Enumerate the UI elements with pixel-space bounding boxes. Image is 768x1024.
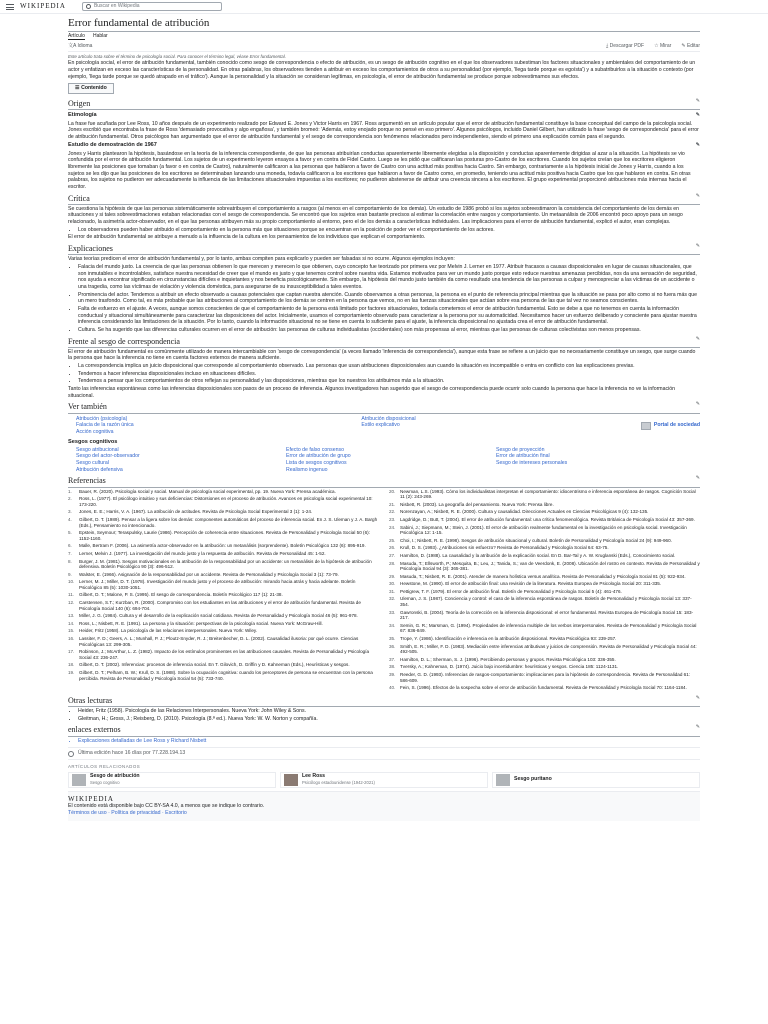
- reference-text: Lagdridge, D.; Butt, T. (2004). El error de atribución fundamental: una crítica fenomenológica. Revista Británica de Psicología Social 43: 357-369.: [400, 516, 695, 522]
- reference-item: [68, 559, 379, 570]
- menu-icon[interactable]: [6, 4, 14, 10]
- reference-text: Tversky, A.; Kahneman, D. (1974). Juicio bajo incertidumbre: heurísticas y sesgos. Ciencia 185: 1124-1131.: [400, 664, 619, 670]
- subsection-heading: [68, 142, 700, 149]
- language-button[interactable]: 文A Idioma: [68, 43, 93, 50]
- edit-pencil-icon[interactable]: ✎: [695, 193, 700, 199]
- download-pdf-label: Descargar PDF: [609, 43, 645, 50]
- reference-item: [68, 662, 379, 668]
- search-input[interactable]: [82, 2, 222, 11]
- thumbnail-image: [496, 774, 510, 786]
- see-also-link[interactable]: Acción cognitiva: [76, 428, 114, 435]
- related-articles: [68, 772, 700, 788]
- bias-link[interactable]: Sesgo cultural: [76, 460, 109, 467]
- reference-text: Gilbert, D. T. (1989). Pensar a la ligera sobre los demás: componentes automáticos del proceso de inferencia social. En J. S. Uleman y J. A. Bargh (Eds.), Pensamiento no intencionado.: [79, 516, 378, 528]
- list-item: • Gleitman, H.; Gross, J.; Reisberg, D. (2010). Psicología (8.ª ed.). Nueva York: W. W. Norton y compañía.: [78, 716, 700, 723]
- footer: [68, 791, 700, 821]
- reference-item: [389, 489, 700, 500]
- references-list: [68, 489, 700, 693]
- page-actions: [68, 43, 700, 51]
- portal-icon: [641, 422, 651, 430]
- reference-item: [68, 517, 379, 528]
- bias-link[interactable]: Atribución defensiva: [76, 466, 123, 473]
- paragraph: Se cuestiona la hipótesis de que las personas sistemáticamente sobreatribuyen el comportamiento a rasgos (al menos en el comportamiento de los demás). Un estudio de 1986 probó si los sujetos sobreestimaron la consistencia del comportamiento de los demás en situaciones y si tales sobreestimaciones estaban relacionadas con el sesgo de correspondencia. Se encontró que los sujetos eran bastante precisos al estimar la correlación entre rasgos y comportamiento. Un metaanálisis de 2006 encontró poco apoyo para un sesgo relacionado, la asimetría actor-observador, en el que las personas atribuyen más su propio comportamiento al entorno, pero el de los demás a características individuales. Las implicaciones para el error de atribución fundamental, explicó el autor, eran complejas.: [68, 205, 683, 226]
- section-heading[interactable]: [68, 476, 700, 487]
- toc-button[interactable]: ☰ Contenido: [68, 83, 114, 94]
- reference-text: Reeder, G. D. (1993). Inferencias de rasgos-comportamiento: implicaciones para la hipótesis de correspondencia. Revista de Personalidad 61: 586-609.: [400, 672, 691, 683]
- reference-item: [68, 572, 379, 578]
- list-item: • Cultura. Se ha sugerido que las diferencias culturales ocurren en el error de atribución: las personas de culturas individualistas (occidentales) son más propensas al error, mientras que las personas de culturas colectivistas son menos propensas.: [78, 327, 700, 334]
- section-heading[interactable]: [68, 337, 700, 348]
- reference-item: [389, 589, 700, 595]
- paragraph: Varias teorías predicen el error de atribución fundamental y, por lo tanto, ambas compiten para explicarlo y pueden ser falsadas si no ocurre. Algunos ejemplos incluyen:: [68, 256, 455, 263]
- reference-number[interactable]: 35.: [389, 636, 396, 642]
- external-link[interactable]: • Explicaciones detalladas de Lee Ross y Richard Nisbett: [78, 738, 700, 745]
- list-item: • Falacia del mundo justo. La creencia de que las personas obtienen lo que merecen y merecen lo que obtienen, cuyo concepto fue teorizado por primera vez por Melvin J. Lerner en 1977. Atribuir fracasos a causas disposicionales en lugar de causas situacionales, que son inmutables e incontrolables, satisface nuestra necesidad de creer que el mundo es justo y que tenemos control sobre nuestra vida. Estamos motivados para ver un mundo justo porque esto reduce nuestras amenazas percibidas, nos da una sensación de seguridad, nos ayuda a encontrar significado en circunstancias difíciles e inquietantes y nos beneficia psicológicamente. Sin embargo, la hipótesis del mundo justo también da como resultado una tendencia de las personas a culpar y menospreciar a las víctimas de un accidente o una tragedia, como las víctimas de violación y violencia doméstica, para asegurarse de su insusceptibilidad a tales eventos.: [78, 264, 700, 291]
- search-placeholder: Buscar en Wikipedia: [93, 3, 140, 10]
- reference-item: [389, 657, 700, 663]
- article-body: [0, 14, 768, 821]
- reference-number[interactable]: 12.: [68, 600, 75, 606]
- reference-item: [68, 579, 379, 590]
- bias-link[interactable]: Sesgo atribucional: [76, 446, 119, 453]
- reference-number[interactable]: 6.: [68, 543, 72, 549]
- tab-article[interactable]: Artículo: [68, 33, 85, 40]
- bias-link[interactable]: Sesgo del actor-observador: [76, 453, 140, 460]
- reference-number[interactable]: 32.: [389, 596, 396, 602]
- language-label: Idioma: [77, 43, 93, 50]
- reference-number[interactable]: 20.: [389, 488, 396, 494]
- bias-link[interactable]: Sesgo de intereses personales: [496, 460, 568, 467]
- reference-item: [389, 610, 700, 621]
- footer-links[interactable]: Términos de uso · Política de privacidad · Escritorio: [68, 810, 187, 817]
- portrait-image: [284, 774, 298, 786]
- edit-pencil-icon[interactable]: ✎: [695, 476, 700, 482]
- paragraph: La frase fue acuñada por Lee Ross, 10 años después de un experimento realizado por Edward E. Jones y Victor Harris en 1967. Ross argumentó en un artículo popular que el error de atribución fundamental constituye la base conceptual del campo de la psicología social. Jones escribió que encontraba la frase de Ross 'demasiado provocativa y algo engañosa', y también bromeó: 'Además, estoy enojado porque no pensé en eso primero'. Algunos psicólogos, incluido Daniel Gilbert, han utilizado la frase 'sesgo de correspondencia' para el error de atribución fundamental. Otros psicólogos han argumentado que el error de atribución fundamental y el sesgo de correspondencia son fenómenos relacionados pero independientes, siendo el primero una explicación común para el segundo.: [68, 120, 699, 140]
- section-title: Ver también: [68, 402, 107, 412]
- last-edited-text: Última edición hace 16 días por 77.228.194.13: [78, 750, 186, 757]
- edit-button[interactable]: ✎ Editar: [681, 43, 700, 50]
- reference-number[interactable]: 13.: [68, 613, 75, 619]
- reference-text: Ross, L.; Nisbett, R. E. (1991). La persona y la situación: perspectivas de la psicología social. Nueva York: McGraw-Hill.: [79, 620, 323, 626]
- references-left-column: [68, 489, 379, 693]
- reference-number[interactable]: 5.: [68, 530, 72, 536]
- reference-text: Hamilton, D. (1988). La causalidad y la atribución de la explicación social. En D. Bar-Tal y A. W. Kruglanski (Eds.), Conocimiento social.: [400, 552, 676, 558]
- bias-link[interactable]: Error de atribución final: [496, 453, 550, 460]
- bullet-list: [78, 738, 700, 745]
- reference-number[interactable]: 25.: [389, 537, 396, 543]
- paragraph: El error de atribución fundamental es comúnmente utilizado de manera intercambiable con 'sesgo de correspondencia' (a veces llamado 'inferencia de correspondencia'), aunque esta frase se refiere a un juicio que no necesariamente constituye un sesgo, que surge cuando la persona que hace la inferencia no tiene en cuenta factores externos de manera suficiente.: [68, 348, 696, 362]
- reference-item: [68, 496, 379, 507]
- reference-item: [68, 543, 379, 549]
- section-title: Referencias: [68, 476, 106, 486]
- section-title: Origen: [68, 99, 91, 109]
- reference-item: [68, 551, 379, 557]
- clock-icon: [68, 751, 74, 757]
- bias-link[interactable]: Lista de sesgos cognitivos: [286, 460, 347, 467]
- portal-label: Portal de sociedad: [653, 422, 700, 429]
- related-title: Lee Ross: [302, 772, 326, 779]
- reference-item: [389, 538, 700, 544]
- reference-item: [389, 623, 700, 634]
- reference-item: [389, 553, 700, 559]
- reference-item: [389, 644, 700, 655]
- reference-number[interactable]: 3.: [68, 509, 72, 515]
- page-tabs: [68, 33, 700, 40]
- reference-number[interactable]: 30.: [389, 581, 396, 587]
- reference-text: Ross, L. (1977). El psicólogo intuitivo y sus deficiencias: Distorsiones en el proceso de atribución. Avances en psicología social experimental 10: 173-220.: [79, 496, 373, 507]
- footer-logo: WIKIPEDIA: [68, 794, 114, 803]
- reference-text: Lerner, M. J.; Miller, D. T. (1978). Investigación del mundo justo y el proceso de atribución: mirando hacia atrás y hacia adelante. Boletín Psicológico 85 (5): 1030-1051.: [79, 579, 356, 590]
- list-item: • La correspondencia implica un juicio disposicional que corresponde al comportamiento observado. Las personas que usan atribuciones disposicionales aun cuando la situación es incompatible o entra en conflicto con las explicaciones previas.: [78, 363, 700, 370]
- reference-item: [68, 649, 379, 660]
- edit-pencil-icon[interactable]: ✎: [695, 99, 700, 105]
- reference-number[interactable]: 36.: [389, 643, 396, 649]
- reference-text: Gawronski, B. (2004). Teoría de la corrección en la inferencia disposicional: el error fundamental. Revista Europea de Psicología Social 15: 183-217.: [400, 609, 694, 621]
- reference-number[interactable]: 15.: [68, 628, 75, 634]
- reference-text: Heider, Fritz (1958). La psicología de las relaciones interpersonales. Nueva York: Wiley.: [79, 628, 258, 634]
- reference-number[interactable]: 29.: [389, 573, 396, 579]
- related-desc: Psicólogo estadounidense (1942-2021): [302, 779, 375, 785]
- reference-number[interactable]: 10.: [68, 579, 75, 585]
- last-edited-bar[interactable]: [68, 747, 700, 760]
- license-text: El contenido está disponible bajo CC BY-SA 4.0, a menos que se indique lo contrario.: [68, 803, 265, 810]
- reference-number[interactable]: 33.: [389, 609, 396, 615]
- reference-text: Walster, E. (1966). Asignación de la responsabilidad por un accidente. Revista de Personalidad y Psicología Social 3 (1): 73-79.: [79, 571, 339, 577]
- list-item: • Heider, Fritz (1958). Psicología de las Relaciones Interpersonales. Nueva York: John Wiley & Sons.: [78, 708, 700, 715]
- reference-item: [389, 525, 700, 536]
- section-title: Crítica: [68, 193, 90, 203]
- tab-talk[interactable]: Hablar: [92, 33, 108, 40]
- reference-item: [68, 628, 379, 634]
- reference-text: Pettigrew, T. F. (1979). El error de atribución final. Boletín de Personalidad y Psicología Social 5 (4): 461-476.: [400, 588, 622, 594]
- reference-number[interactable]: 38.: [389, 664, 396, 670]
- section-heading[interactable]: [68, 696, 700, 707]
- reference-number[interactable]: 26.: [389, 545, 396, 551]
- section-heading[interactable]: [68, 99, 700, 110]
- reference-text: Jones, E. E.; Harris, V. A. (1967). La atribución de actitudes. Revista de Psicología Social Experimental 3 (1): 1-24.: [79, 509, 313, 515]
- subsection-heading: [68, 439, 700, 446]
- portal-link[interactable]: [641, 415, 700, 437]
- reference-text: Krull, D. S. (1993). ¿Atribuciones sin esfuerzo? Revista de Personalidad y Psicología Social 64: 63-75.: [400, 545, 609, 551]
- intro-paragraph: En psicología social, el error de atribución fundamental, también conocido como sesgo de correspondencia o efecto de atribución, es un sesgo de atribución cognitivo en el que los observadores subestiman los factores situacionales y ambientales del comportamiento de un actor y enfatizan en exceso las características de la personalidad. En otras palabras, los observadores tienden a atribuir en exceso los comportamientos de otros a su personalidad (por ejemplo, 'llega tarde porque es egoísta') y a subatribuirlos a la situación o contexto (por ejemplo, 'llega tarde porque se quedó atrapado en el tráfico'). Aunque la personalidad y la situación se consideran legítimas, en psicología, el error de atribución fundamental se produce porque sobreestimamos sus efectos.: [68, 60, 696, 80]
- references-right-column: [389, 489, 700, 693]
- bullet-list: [78, 363, 700, 385]
- see-also-list: [76, 416, 641, 436]
- hatnote: Este artículo trata sobre el término de psicología social. Para conocer el término legal, véase Error fundamental.: [68, 53, 286, 59]
- reference-text: Gilbert, D. T. (2002). Inferencias: procesos de inferencia social. En T. Gilovich, D. Griffin y D. Kahneman (Eds.), Heurísticas y sesgos.: [79, 662, 350, 668]
- edit-label: Editar: [686, 43, 700, 50]
- reference-text: Norenzayan, A.; Nisbett, R. E. (2000). Cultura y causalidad. Direcciones Actuales en Ciencias Psicológicas 9 (4): 132-135.: [400, 509, 649, 515]
- related-title: Sesgo de atribución: [90, 772, 140, 779]
- reference-text: Uleman, J. S. (1987). Conciencia y control: el caso de la inferencia espontánea de rasgos. Boletín de Personalidad y Psicología Social 13: 337-354.: [400, 596, 692, 608]
- reference-number[interactable]: 21.: [389, 501, 396, 507]
- section-title: Otras lecturas: [68, 695, 113, 705]
- bullet-list: [78, 227, 700, 234]
- reference-item: [389, 672, 700, 683]
- wikipedia-logo[interactable]: WIKIPEDIA: [20, 2, 66, 11]
- bias-link[interactable]: Realismo ingenuo: [286, 466, 328, 473]
- section-heading[interactable]: [68, 725, 700, 736]
- download-pdf-button[interactable]: ⤓ Descargar PDF: [606, 43, 645, 50]
- reference-text: Masuda, T.; Nisbett, R. E. (2001). Atender de manera holística versus analítica. Revista de Personalidad y Psicología Social 81 (5): 922-934.: [400, 573, 686, 579]
- reference-item: [389, 685, 700, 691]
- watch-button[interactable]: ☆ Mirar: [654, 43, 672, 50]
- reference-text: Fein, S. (1996). Efectos de la sospecha sobre el error de atribución fundamental. Revista de Personalidad y Psicología Social 70: 1164-1184.: [400, 685, 687, 691]
- bias-link[interactable]: Efecto de falso consenso: [286, 446, 344, 453]
- reference-number[interactable]: 18.: [68, 662, 75, 668]
- see-also-row: [68, 415, 700, 437]
- toc-label: Contenido: [81, 85, 107, 92]
- top-bar: [0, 0, 768, 14]
- related-title: Sesgo puritano: [514, 776, 552, 783]
- reference-number[interactable]: 31.: [389, 588, 396, 594]
- list-item: • Falta de esfuerzo en el ajuste. A veces, aunque somos conscientes de que el comportamiento de la persona está limitado por factores situacionales, todavía cometemos el error de atribución fundamental. Esto se debe a que no tenemos en cuenta la información conductual y situacional simultáneamente para caracterizar las disposiciones del actor. Inicialmente, usamos el comportamiento observado para caracterizar a la persona por su automaticidad. Necesitamos hacer un esfuerzo deliberado y consciente para ajustar nuestra inferencia considerando las limitaciones de la situación. Por lo tanto, cuando la información situacional no se tiene en cuenta lo suficiente para el ajuste, la inferencia disposicional no ajustada crea el error de atribución fundamental.: [78, 306, 700, 326]
- reference-text: Hamilton, D. L.; Sherman, S. J. (1996). Percibiendo personas y grupos. Revista Psicológica 103: 336-355.: [400, 656, 616, 662]
- paragraph: El error de atribución fundamental se atribuye a menudo a la influencia de la cultura en los pensamientos de los individuos que explican el comportamiento.: [68, 234, 426, 241]
- reference-number[interactable]: 14.: [68, 620, 75, 626]
- bullet-list: [78, 708, 700, 722]
- edit-pencil-icon[interactable]: ✎: [695, 112, 700, 119]
- reference-text: Lerner, Melvin J. (1977). La investigación del mundo justo y la respuesta de atribución. Revista de Personalidad 45: 1-52.: [79, 550, 326, 556]
- reference-item: [68, 636, 379, 647]
- reference-number[interactable]: 37.: [389, 656, 396, 662]
- subsection-heading: [68, 112, 700, 119]
- reference-text: Sabini, J.; Siepmann, M.; Stein, J. (2001). El error de atribución realmente fundamental en la investigación en psicología social. Investigación Psicológica 12: 1-15.: [400, 524, 687, 536]
- see-also-link[interactable]: Estilo explicativo: [361, 422, 400, 429]
- reference-text: Carstensen, S.T.; Kurzban, R. (2000). Compromiso con los estudiantes en las atribuciones y el error de atribución fundamental. Revista de Psicología Social 140 (6): 694-704.: [79, 600, 361, 611]
- reference-number[interactable]: 16.: [68, 636, 75, 642]
- reference-item: [389, 664, 700, 670]
- reference-item: [389, 502, 700, 508]
- reference-item: [389, 636, 700, 642]
- reference-item: [68, 489, 379, 495]
- biases-list: [76, 447, 700, 474]
- reference-text: Semin, G. R.; Marsman, G. (1994). Propiedades de inferencia multiple de los verbos interpersonales. Revista de Personalidad y Psicología Social 67: 836-849.: [400, 622, 697, 634]
- reference-item: [68, 592, 379, 598]
- edit-pencil-icon[interactable]: ✎: [695, 725, 700, 731]
- reference-number[interactable]: 17.: [68, 649, 75, 655]
- reference-text: Masuda, T.; Ellsworth, P.; Mesquita, B.; Leu, J.; Tanida, S.; van de Veerdonk, E. (2008). Ubicación del rostro en contexto. Revista de Personalidad y Psicología Social 94 (3): 365-381.: [400, 560, 700, 572]
- related-card[interactable]: [68, 772, 276, 788]
- reference-number[interactable]: 28.: [389, 560, 396, 566]
- reference-number[interactable]: 19.: [68, 670, 75, 676]
- thumbnail-image: [72, 774, 86, 786]
- see-also-link[interactable]: Falacia de la razón única: [76, 422, 134, 429]
- reference-item: [68, 600, 379, 611]
- related-desc: Sesgo cognitivo: [90, 779, 120, 785]
- bias-link[interactable]: Error de atribución de grupo: [286, 453, 351, 460]
- reference-number[interactable]: 7.: [68, 550, 72, 556]
- reference-number[interactable]: 9.: [68, 571, 72, 577]
- reference-text: Burger, J. M. (1981). Sesgos motivacionales en la atribución de la responsabilidad por un accidente: un metanálisis de la hipótesis de atribución defensiva. Boletín Psicológico 90 (3): 496-512.: [79, 558, 372, 570]
- reference-number[interactable]: 1.: [68, 488, 72, 494]
- reference-item: [68, 621, 379, 627]
- reference-item: [389, 517, 700, 523]
- reference-text: Hewstone, M. (1990). El error de atribución final: una revisión de la literatura. Revista Europea de Psicología Social 20: 311-335.: [400, 581, 662, 587]
- reference-text: Smith, E. R.; Miller, F. D. (1983). Mediación entre inferencias atributivas y juicios de comprensión. Revista de Personalidad y Psicología Social 44: 492-505.: [400, 643, 697, 655]
- reference-text: Lassiter, F. D.; Geers, A. L.; Munhall, P. J.; Ploutz-Snyder, R. J.; Breitenbecher, D. L. (2002). Causalidad ilusoria: por qué ocurre. Ciencias Psicológicas 13: 299-305.: [79, 636, 359, 647]
- edit-pencil-icon[interactable]: ✎: [695, 402, 700, 408]
- reference-text: Bauer, R. (2020). Psicología social y social. Manual de psicología social experimental, pp. 19. Nueva York: Prensa académica.: [79, 488, 336, 494]
- reference-item: [68, 613, 379, 619]
- reference-text: Epstein, Seymour; Teraspulsky, Laurie (1986). Percepción de coherencia entre situaciones. Revista de Personalidad y Psicología Social 50 (6): 1152-1160.: [79, 530, 370, 541]
- reference-item: [389, 509, 700, 515]
- section-heading[interactable]: [68, 402, 700, 413]
- edit-pencil-icon[interactable]: ✎: [695, 244, 700, 250]
- reference-item: [389, 596, 700, 607]
- reference-text: Robinson, J.; McArthur, L. Z. (1982). Impacto de los estímulos prominentes en las atribuciones causales. Revista de Personalidad y Psicología Social 43: 236-247.: [79, 649, 370, 660]
- list-item: • Prominencia del actor. Tendemos a atribuir un efecto observado a causas potenciales que captan nuestra atención. Cuando observamos a otras personas, la persona es el punto de referencia principal mientras que la situación se pasa por alto como si no fuera más que un mero trasfondo. Como tal, es más probable que las atribuciones al comportamiento de los demás se centren en la persona que vemos, no en las fuerzas situacionales que actúan sobre esa persona de las que tal vez no seamos conscientes.: [78, 292, 700, 305]
- reference-text: Gilbert, D. T.; Malone, P. S. (1995). El sesgo de correspondencia. Boletín Psicológico 117 (1): 21-38.: [79, 592, 283, 598]
- reference-item: [68, 509, 379, 515]
- reference-text: Newman, L.S. (1993). Cómo los individualistas interpretan el comportamiento: idiocentrismo e inferencia espontánea de rasgos. Cognición Social 11 (2): 243-269.: [400, 488, 696, 500]
- paragraph: Jones y Harris plantearon la hipótesis, basándose en la teoría de la inferencia correspondiente, de que las personas atribuirían conductas aparentemente libremente elegidas a la disposición y conductas aparentemente dirigidas al azar a la situación. La hipótesis se vio confundida por el error de atribución fundamental. Los sujetos de un experimento leyeron ensayos a favor y en contra de Fidel Castro. Luego se les pidió que calificaran las posturas pro-Castro de los escritores. Cuando los sujetos creían que los escritores eligieron libremente las posiciones que tomaban (a favor o en contra de Castro), naturalmente calificaron a las personas que hablaron a favor de Castro con una actitud más positiva hacia Castro. Sin embargo, contrariamente a la hipótesis inicial de Jones y Harris, cuando a los sujetos se les dijo que las posiciones de los escritores se determinaban lanzando una moneda, todavía calificaron a los escritores que hablaron a favor de Castro como, en promedio, teniendo una actitud más positiva hacia Castro que los que hablaron en contra. En otras palabras, los sujetos no pudieron ver adecuadamente la influencia de las limitaciones situacionales impuestas a los escritores; no pudieron abstenerse de atribuir una creencia sincera a los escritores. El grupo experimental proporcionó atribuciones más internas hacia el escritor.: [68, 150, 691, 190]
- subsection-title: Sesgos cognitivos: [68, 438, 118, 445]
- related-articles-heading: ARTÍCULOS RELACIONADOS: [68, 763, 141, 769]
- see-also-link[interactable]: Atribución disposicional: [361, 415, 416, 422]
- list-item: • Los observadores pueden haber atribuido el comportamiento en la persona más que situaciones porque se encuentran en la posición de poder ver el comportamiento de los actores.: [78, 227, 700, 234]
- reference-item: [68, 530, 379, 541]
- subsection-title: Etimología: [68, 112, 97, 119]
- list-item: • Tendemos a pensar que los comportamientos de otros reflejan su personalidad y las disposiciones, mientras que los nuestros los atribuimos más a la situación.: [78, 378, 700, 385]
- edit-pencil-icon[interactable]: ✎: [695, 336, 700, 342]
- reference-number[interactable]: 34.: [389, 622, 396, 628]
- reference-number[interactable]: 4.: [68, 516, 72, 522]
- paragraph: Tanto las inferencias espontáneas como las inferencias disposicionales son pasos de un proceso de inferencia. Algunos investigadores han sugerido que el sesgo de correspondencia puede ocurrir solo cuando la persona que hace la inferencia no ve la información situacional.: [68, 386, 676, 399]
- reference-number[interactable]: 11.: [68, 592, 75, 598]
- reference-text: Trope, Y. (1986). Identificación e inferencia en la atribución disposicional. Revista Psicológica 93: 239-257.: [400, 636, 617, 642]
- subsection-title: Estudio de demostración de 1967: [68, 142, 157, 149]
- reference-item: [389, 574, 700, 580]
- reference-text: Miller, J. G. (1984). Cultura y el desarrollo de la explicación social cotidiana. Revista de Personalidad y Psicología Social 46 (5): 961-978.: [79, 613, 358, 619]
- edit-pencil-icon[interactable]: ✎: [695, 142, 700, 149]
- reference-number[interactable]: 8.: [68, 558, 72, 564]
- section-title: enlaces externos: [68, 725, 121, 735]
- watch-label: Mirar: [659, 43, 672, 50]
- reference-item: [68, 670, 379, 681]
- reference-text: Malle, Bertram F. (2006). La asimetría actor-observador en la atribución: un metanálisis (sorprendente). Boletín Psicológico 132 (6): 895-919.: [79, 543, 366, 549]
- section-title: Explicaciones: [68, 244, 113, 254]
- reference-number[interactable]: 39.: [389, 672, 396, 678]
- reference-item: [389, 561, 700, 572]
- reference-text: Choi, I.; Nisbett, R. E. (1998). Sesgos de atribución situacional y cultural. Boletín de Personalidad y Psicología Social 24 (9): 949-960.: [400, 537, 672, 543]
- reference-number[interactable]: 24.: [389, 524, 396, 530]
- edit-pencil-icon[interactable]: ✎: [695, 695, 700, 701]
- page-title: Error fundamental de atribución: [68, 16, 700, 32]
- bullet-list: [78, 264, 700, 334]
- section-heading[interactable]: [68, 244, 700, 255]
- section-title: Frente al sesgo de correspondencia: [68, 336, 180, 346]
- see-also-link[interactable]: Atribución (psicología): [76, 415, 128, 422]
- related-card[interactable]: [280, 772, 488, 788]
- reference-text: Gilbert, D. T.; Pelham, B. W.; Krull, D. S. (1988). Sobre la ocupación cognitiva: cuando los perceptores de persona se encuentran con la persona percibida. Revista de Personalidad y Psicología Social 54 (5): 733-740.: [79, 670, 373, 681]
- related-card[interactable]: [492, 772, 700, 788]
- reference-number[interactable]: 22.: [389, 509, 396, 515]
- reference-number[interactable]: 40.: [389, 685, 396, 691]
- search-icon: [86, 4, 91, 9]
- reference-text: Nisbett, R. (2003). La geografía del pensamiento. Nueva York: Prensa libre.: [400, 501, 554, 507]
- reference-item: [389, 545, 700, 551]
- reference-item: [389, 581, 700, 587]
- bias-link[interactable]: Sesgo de proyección: [496, 446, 545, 453]
- reference-number[interactable]: 23.: [389, 516, 396, 522]
- list-item: • Tendemos a hacer inferencias disposicionales incluso en situaciones difíciles.: [78, 371, 700, 378]
- reference-number[interactable]: 2.: [68, 496, 72, 502]
- section-heading[interactable]: [68, 194, 700, 205]
- reference-number[interactable]: 27.: [389, 552, 396, 558]
